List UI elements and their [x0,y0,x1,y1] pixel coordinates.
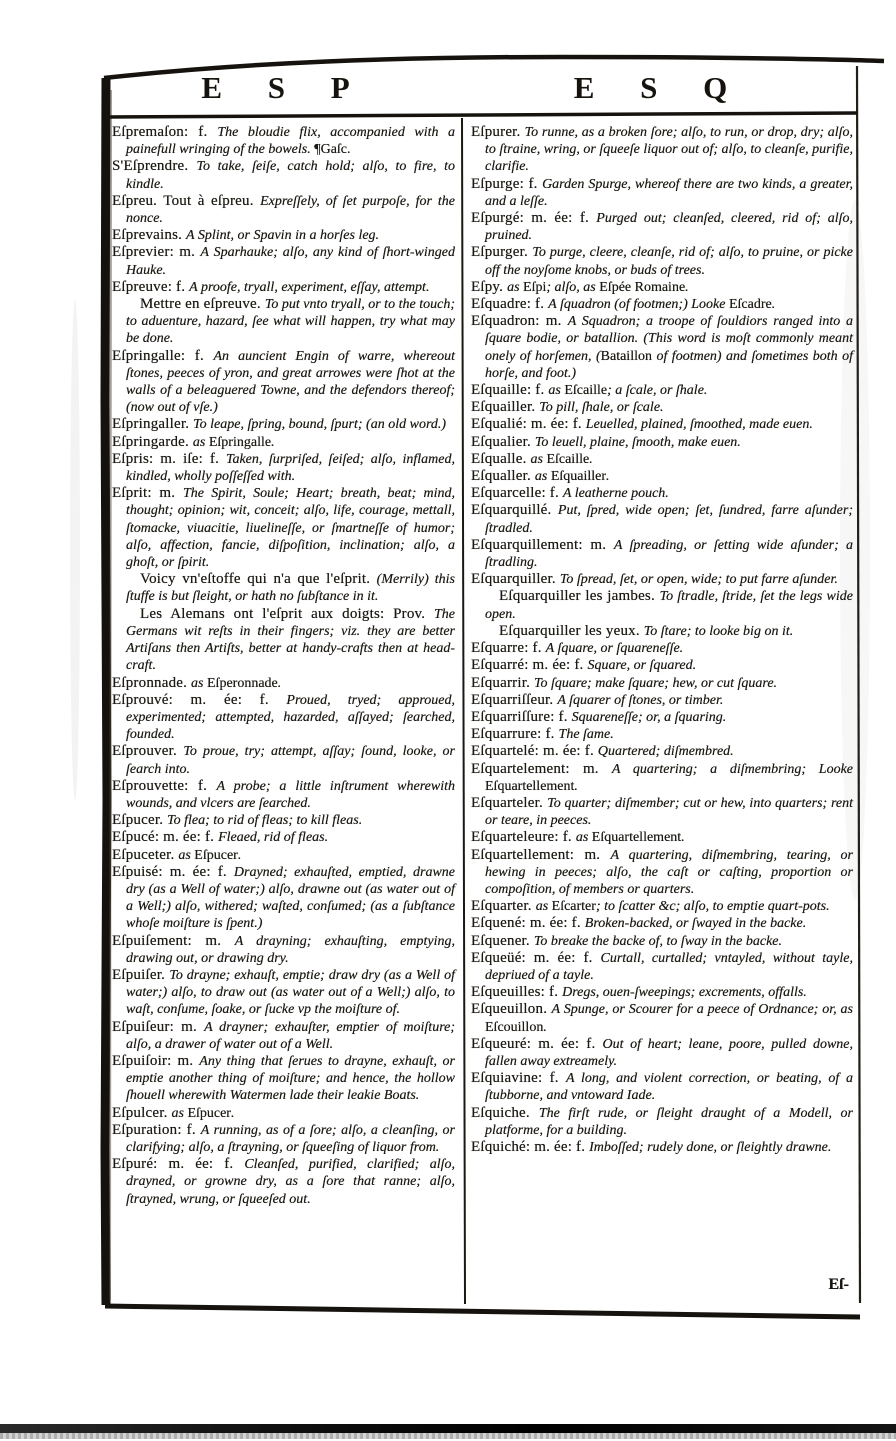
dictionary-entry [471,1070,853,1104]
headword: Eſquartelé: m. ée: f. [471,743,598,760]
cross-reference: Eſpée Romaine [599,279,686,295]
dictionary-entry [471,399,853,416]
definition: To ſtradle, ſtride, ſet the legs wide open. [485,589,853,622]
headword: Eſquarrir. [471,674,535,691]
dictionary-entry [112,1122,455,1156]
definition: A Squadron; a troope of ſouldiors ranged into a ſquare bodie, or batallion. (This word is moſt commonly meant onely of horſemen, (Bataillon of footmen) and ſometimes both of horſe, and foot.) [485,314,853,381]
dictionary-entry [471,416,853,433]
definition: as Eſpi; alſo, as Eſpée Romaine. [507,279,689,295]
cross-reference: ¶Gaſc. [314,142,351,158]
dictionary-entry [112,1156,455,1208]
headword: Mettre en eſpreuve. [140,296,265,313]
headword: Eſprouvé: m. ée: f. [112,691,287,708]
scan-artifact-band-fuzz [0,1433,896,1439]
definition: Curtall, curtalled; vntayled, without tayle, depriued of a tayle. [485,950,853,983]
definition: Garden Spurge, whereof there are two kinds, a greater, and a leſſe. [485,176,853,209]
dictionary-entry [471,1105,853,1139]
dictionary-entry [471,313,853,382]
dictionary-entry [471,847,853,899]
definition: as Eſpucer. [171,1105,235,1121]
headword: Eſquarquiller. [471,571,560,588]
cross-reference: Eſcadre [728,297,772,313]
definition: A ſquare, or ſquareneſſe. [545,641,684,657]
dictionary-entry [471,829,853,846]
headword: Eſprevier: m. [112,244,201,261]
definition: as Eſcaille. [530,451,593,467]
definition: A leatherne pouch. [562,486,669,502]
dictionary-entry [112,743,455,777]
dictionary-entry [471,675,853,692]
headword: Eſpringaller. [112,416,194,433]
headword: Eſquailler. [471,399,540,416]
dictionary-entry [112,571,455,605]
headword: Eſpreuve: f. [112,278,190,295]
headword: Eſquarquillé. [471,502,558,519]
dictionary-entry [471,950,853,984]
scan-smudge [70,300,80,800]
cross-reference: Eſpi [523,279,547,295]
headword: Eſpris: m. iſe: f. [112,450,226,467]
headword: Eſprit: m. [112,485,183,502]
dictionary-entry [471,1139,853,1156]
dictionary-entry [112,606,455,675]
dictionary-entry [471,124,853,176]
definition: To proue, try; attempt, aſſay; ſound, looke, or ſearch into. [126,744,455,777]
definition: Squareneſſe; or, a ſquaring. [571,709,727,725]
dictionary-entry [471,726,853,743]
definition: A drayner; exhauſter, emptier of moiſture; alſo, a drawer of water out of a Well. [126,1019,456,1052]
headword: Eſprevains. [112,227,187,244]
headword: Eſqualle. [471,450,531,467]
dictionary-entry [471,657,853,674]
dictionary-entry [471,761,853,795]
dictionary-entry [471,296,853,313]
definition: Out of heart; leane, poore, pulled downe, fallen away extreamely. [485,1036,853,1069]
dictionary-entry [112,1019,455,1053]
headword: Eſqualié: m. ée: f. [471,416,586,433]
definition: A Splint, or Spavin in a horſes leg. [186,228,380,244]
definition: A running, as of a ſore; alſo, a cleanſing, or clarifying; alſo, a ſtrayning, or ſqueeſing of liquor from. [126,1122,455,1155]
headword: Eſqueuilles: f. [471,984,563,1001]
dictionary-entry [471,468,853,485]
frame-right-rule [857,66,860,1303]
left-column [112,124,455,1208]
definition: To take, ſeiſe, catch hold; alſo, to fire, to kindle. [126,159,456,192]
headword: Eſprouvette: f. [112,777,217,794]
definition: To pill, ſhale, or ſcale. [539,400,664,416]
definition: Proued, tryed; approued, experimented; attempted, hazarded, aſſayed; ſearched, founded. [126,692,455,743]
definition: A quartering, diſmembring, tearing, or hewing in peeces; alſo, the caſt or caſting, proportion or compoſition, of members or quarters. [485,847,853,897]
headword: Eſpucé: m. ée: f. [112,829,219,846]
dictionary-entry [471,1036,853,1070]
dictionary-entry [112,227,455,244]
headword: Eſpurer. [471,124,525,140]
definition: To breake the backe of, to ſway in the backe. [533,933,782,949]
definition: To quarter; diſmember; cut or hew, into quarters; rent or teare, in peeces. [485,795,854,829]
definition: A Spunge, or Scourer for a peece of Ordnance; or, as Eſcouillon. [485,1002,853,1035]
header-rule [107,113,857,117]
dictionary-entry [112,279,455,296]
cross-reference: Eſquartellement [591,830,682,846]
headword: Eſquadron: m. [471,313,568,330]
headword: S'Eſprendre. [112,158,197,175]
headword: Eſpuisé: m. ée: f. [112,863,234,880]
definition: To runne, as a broken ſore; alſo, to run, or drop, dry; alſo, to ſtraine, wring, or ſqueeſe liquor out of; alſo, to cleanſe, purifie, clarifie. [485,125,853,175]
definition: Expreſſely, of ſet purpoſe, for the nonce. [126,193,455,227]
headword: Eſquiche. [471,1104,539,1121]
definition: To purge, cleere, cleanſe, rid of; alſo, to pruine, or picke off the noyſome knobs, or buds of trees. [485,245,853,278]
dictionary-entry [471,795,853,829]
definition: Broken-backed, or ſwayed in the backe. [584,916,807,932]
headword: Eſquarteler. [471,794,548,811]
cross-reference: Bataillon [600,348,652,364]
dictionary-entry [112,434,455,451]
dictionary-entry [112,296,455,348]
definition: as Eſpucer. [178,847,242,863]
dictionary-entry [112,1053,455,1105]
headword: Eſpuceter. [112,846,179,863]
headword: Les Alemans ont l'eſprit aux doigts: Prov. [140,605,434,622]
definition: Any thing that ſerues to drayne, exhauſt, or emptie another thing of moiſture; and hence, the hollow ſhouell wherewith Watermen lade their leakie Boats. [126,1053,455,1104]
headword: Eſpringarde. [112,433,193,450]
dictionary-entry [471,915,853,932]
definition: Leuelled, plained, ſmoothed, made euen. [585,417,813,433]
definition: An auncient Engin of warre, whereout ſtones, peeces of yron, and great arrowes were ſhot at the walls of a beleaguered Towne, and the defendors thereof; (now out of vſe.) [126,348,455,416]
gutter-edge [105,78,107,1305]
dictionary-entry [112,847,455,864]
headword: Eſpreu. Tout à eſpreu. [112,192,261,209]
definition: The ſame. [558,727,614,743]
definition: as Eſquailler. [534,469,610,485]
definition: Purged out; cleanſed, cleered, rid of; alſo, pruined. [485,211,854,244]
headword: Eſquarquillement: m. [471,536,614,553]
headword: Eſquarré: m. ée: f. [471,657,588,674]
definition: A Sparhauke; alſo, any kind of ſhort-winged Hauke. [126,245,455,278]
dictionary-entry [112,829,455,846]
scan-artifact-band [0,1424,896,1433]
dictionary-entry [112,193,455,227]
headword: Eſquener. [471,932,534,949]
dictionary-entry [112,451,455,485]
definition: Dregs, ouen-ſweepings; excrements, offalls. [562,985,807,1001]
dictionary-entry [471,933,853,950]
dictionary-entry [112,124,455,158]
definition: as Eſcaille; a ſcale, or ſhale. [548,383,708,399]
headword: Eſpuration: f. [112,1121,201,1138]
definition: To flea; to rid of fleas; to kill fleas. [167,813,363,829]
headword: Eſquarteleure: f. [471,829,576,846]
definition: as Eſperonnade. [191,675,282,691]
headword: Eſquarrure: f. [471,726,559,743]
headword: Eſquarre: f. [471,640,546,657]
dictionary-entry [471,588,853,622]
dictionary-entry [471,434,853,451]
definition: A ſpreading, or ſetting wide aſunder; a ſtradling. [485,537,853,571]
dictionary-entry [471,502,853,536]
definition: A quartering; a diſmembring; Looke Eſquartellement. [485,761,854,794]
definition: A drayning; exhauſting, emptying, drawing out, or drawing dry. [126,933,455,966]
headword: Eſquarquiller les yeux. [499,622,644,639]
headword: Eſqueüé: m. ée: f. [471,949,601,966]
dictionary-entry [112,1105,455,1122]
headword: Eſquiché: m. ée: f. [471,1138,590,1155]
headword: Eſquené: m. ée: f. [471,915,585,932]
headword: Eſpy. [471,278,508,295]
dictionary-entry [112,933,455,967]
definition: A ſquarer of ſtones, or timber. [557,692,724,708]
headword: Eſpurgé: m. ée: f. [471,210,597,227]
definition: To leape, ſpring, bound, ſpurt; (an old word.) [193,417,447,433]
cross-reference: Eſpucer [187,1105,231,1121]
headword: Eſpurger. [471,244,533,261]
headword: Eſpuiſoir: m. [112,1052,200,1069]
definition: To drayne; exhauſt, emptie; draw dry (as a Well of water;) alſo, to draw out (as water out of a Well;) alſo, to waſt, conſume, ſoake, or ſucke vp the moiſture of. [126,967,455,1018]
dictionary-entry [471,640,853,657]
headword: Eſpuiſement: m. [112,932,235,949]
definition: Taken, ſurpriſed, ſeiſed; alſo, inflamed, kindled, wholly poſſeſſed with. [126,451,455,485]
definition: as Eſquartellement. [575,830,685,846]
headword: Voicy vn'eſtoffe qui n'a que l'eſprit. [140,571,377,588]
headword: Eſpremaſon: f. [112,124,218,140]
definition: Fleaed, rid of fleas. [218,830,329,846]
dictionary-entry [471,571,853,588]
definition: Quartered; diſmembred. [597,744,734,760]
dictionary-entry [471,709,853,726]
definition: (Merrily) this ſtuffe is but ſleight, or hath no ſubſtance in it. [126,572,455,605]
dictionary-entry [471,898,853,915]
headword: Eſquarquiller les jambes. [499,588,660,605]
right-column-header: E S Q [573,70,747,105]
headword: Eſquartelement: m. [471,760,612,777]
headword: Eſpringalle: f. [112,347,214,364]
definition: The firſt rude, or ſleight draught of a Modell, or platforme, for a building. [485,1105,853,1138]
definition: To leuell, plaine, ſmooth, make euen. [534,434,741,450]
headword: Eſprouver. [112,743,184,760]
headword: Eſquarriſſeur. [471,691,558,708]
cross-reference: Eſquailler [550,469,607,485]
headword: Eſpuiſer. [112,966,170,983]
frame-bottom-rule [105,1306,860,1317]
headword: Eſqueuré: m. ée: f. [471,1035,603,1052]
headword: Eſqueuillon. [471,1001,552,1018]
dictionary-entry [112,416,455,433]
definition: A long, and violent correction, or beating, of a ſtubborne, and vntoward Iade. [485,1071,853,1104]
dictionary-entry [471,451,853,468]
dictionary-entry [471,692,853,709]
headword: Eſpurge: f. [471,175,543,192]
definition: as Eſcarter; to ſcatter &c; alſo, to emptie quart-pots. [535,899,830,915]
cross-reference: Eſcaille [546,451,590,467]
headword: Eſpucer. [112,812,168,829]
definition: Put, ſpred, wide open; ſet, ſundred, farre aſunder; ſtradled. [485,503,853,536]
cross-reference: Eſpringalle [208,434,272,450]
definition: The Spirit, Soule; Heart; breath, beat; mind, thought; opinion; wit, conceit; alſo, life, courage, mettall, ſtomacke, viuacitie, liuelineſſe, or ſmartneſſe of humor; alſo, affection, fancie, diſpoſition, inclination; alſo, a ghoſt, or ſpirit. [126,486,455,571]
cross-reference: Eſperonnade [207,675,278,691]
headword: Eſpronnade. [112,674,192,691]
headword: Eſquaille: f. [471,382,549,399]
headword: Eſquarcelle: f. [471,485,563,502]
dictionary-entry [471,279,853,296]
cross-reference: Eſpucer [194,847,238,863]
dictionary-entry [471,984,853,1001]
definition: To ſtare; to looke big on it. [643,623,794,639]
dictionary-entry [471,176,853,210]
dictionary-entry [471,210,853,244]
dictionary-entry [471,1001,853,1035]
dictionary-entry [112,675,455,692]
headword: Eſquarter. [471,898,536,915]
definition: A ſquadron (of footmen;) Looke Eſcadre. [548,297,776,313]
definition: Drayned; exhauſted, emptied, drawne dry (as a Well of water;) alſo, drawne out (as water out of a Well;) alſo, withered; waſted, conſumed; (as a ſubſtance whoſe moiſture is ſpent.) [126,864,456,932]
headword: Eſqualler. [471,468,535,485]
dictionary-entry [112,158,455,192]
cross-reference: Eſcouillon [485,1019,544,1035]
cross-reference: Eſquartellement [485,778,575,794]
definition: To put vnto tryall, or to the touch; to aduenture, hazard, ſee what will happen, try what may be done. [126,297,455,347]
headword: Eſquadre: f. [471,296,549,313]
headword: Eſquarriſſure: f. [471,708,572,725]
dictionary-entry [112,692,455,744]
dictionary-entry [112,812,455,829]
column-divider-rule [462,118,465,1304]
dictionary-entry [112,967,455,1019]
headword: Eſquiavine: f. [471,1070,566,1087]
dictionary-entry [112,864,455,933]
left-column-header: E S P [201,70,369,105]
dictionary-entry [112,778,455,812]
definition: as Eſpringalle. [192,434,275,450]
definition: The bloudie flix, accompanied with a painefull wringing of the bowels. ¶Gaſc. [126,125,456,158]
headword: Eſpuiſeur: m. [112,1018,205,1035]
headword: Eſqualier. [471,433,535,450]
dictionary-entry [112,348,455,417]
definition: Cleanſed, purified, clarified; alſo, drayned, or growne dry, as a ſore that ranne; alſo, ſtrayned, wrung, or ſqueeſed out. [126,1157,455,1207]
dictionary-entry [471,244,853,278]
definition: A proofe, tryall, experiment, eſſay, attempt. [189,279,430,295]
definition: A probe; a little inſtrument wherewith wounds, and vlcers are ſearched. [126,778,455,811]
right-column [471,124,853,1156]
definition: To ſquare; make ſquare; hew, or cut ſquare. [534,675,778,691]
dictionary-entry [112,485,455,571]
headword: Eſpuré: m. ée: f. [112,1156,245,1173]
definition: To ſpread, ſet, or open, wide; to put farre aſunder. [559,572,838,588]
headword: Eſpulcer. [112,1104,172,1121]
dictionary-entry [112,244,455,278]
dictionary-entry [471,623,853,640]
dictionary-entry [471,382,853,399]
dictionary-entry [471,743,853,760]
headword: Eſquartellement: m. [471,846,611,863]
dictionary-entry [471,537,853,571]
definition: The Germans wit reſts in their fingers; viz. they are better Artiſans then Artiſts, better at handy-crafts then at head-craft. [126,606,455,674]
cross-reference: Eſcaille [564,383,608,399]
catchword: Eſ- [828,1276,849,1293]
dictionary-entry [471,485,853,502]
definition: Square, or ſquared. [587,658,697,674]
definition: Imboſſed; rudely done, or ſleightly drawne. [589,1139,832,1155]
cross-reference: Eſcarter [551,899,596,915]
